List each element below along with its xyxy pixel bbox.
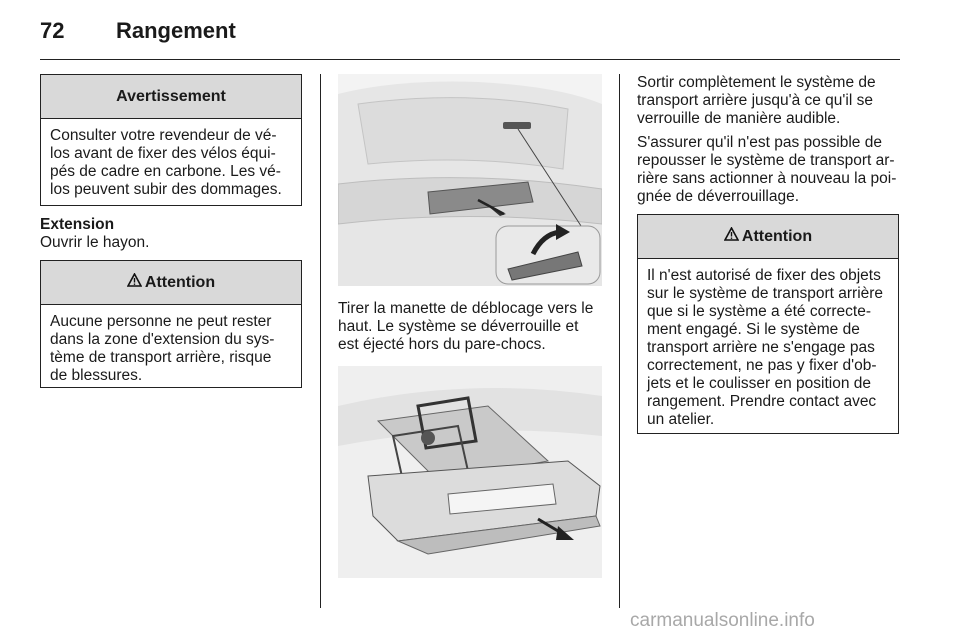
illustration-extended-carrier — [338, 366, 602, 578]
attention-title: Attention — [741, 227, 813, 245]
page-number: 72 — [40, 18, 65, 43]
attention-box-1 — [40, 260, 302, 388]
column-divider-left — [320, 74, 321, 608]
header-divider — [40, 59, 900, 60]
column-divider-right — [619, 74, 620, 608]
page-title: Rangement — [116, 18, 236, 43]
warning-box — [40, 74, 302, 206]
warning-triangle-icon — [127, 273, 142, 292]
attention-text: Il n'est autorisé de fixer des objets sur le système de transport arrière que si le système a été correcte-ment engagé. Si le système de transport arrière ne s'engage pas correctement, ne pas y fixer d'ob-jets et le coulisser en position de rangement. Prendre contact avec un atelier. — [647, 267, 884, 428]
illustration-release-handle — [338, 74, 602, 286]
attention-header — [638, 215, 898, 259]
warning-title: Avertissement — [41, 75, 301, 119]
attention-text: Aucune personne ne peut rester dans la zone d'extension du sys-tème de transport arrière, risque de blessures. — [50, 313, 275, 384]
column-middle — [338, 74, 602, 578]
column-right — [637, 74, 899, 434]
illustration-caption: Tirer la manette de déblocage vers le haut. Le système se déverrouille et est éjecté hors du pare-chocs. — [338, 300, 594, 353]
attention-title: Attention — [144, 273, 216, 291]
paragraph-extend: Sortir complètement le système de transport arrière jusqu'à ce qu'il se verrouille de manière audible. — [637, 74, 876, 127]
warning-triangle-icon — [724, 227, 739, 246]
attention-box-2 — [637, 214, 899, 434]
column-left — [40, 74, 302, 388]
attention-header — [41, 261, 301, 305]
extension-text: Ouvrir le hayon. — [40, 234, 150, 251]
extension-heading: Extension — [40, 216, 115, 233]
watermark: carmanualsonline.info — [630, 610, 815, 631]
warning-text: Consulter votre revendeur de vé-los avant de fixer des vélos équi-pés de cadre en carbone. Les vé-los peuvent subir des dommages. — [50, 127, 282, 198]
paragraph-check-lock: S'assurer qu'il n'est pas possible de repousser le système de transport ar-rière sans actionner à nouveau la poi-gnée de déverrouillage. — [637, 134, 897, 205]
